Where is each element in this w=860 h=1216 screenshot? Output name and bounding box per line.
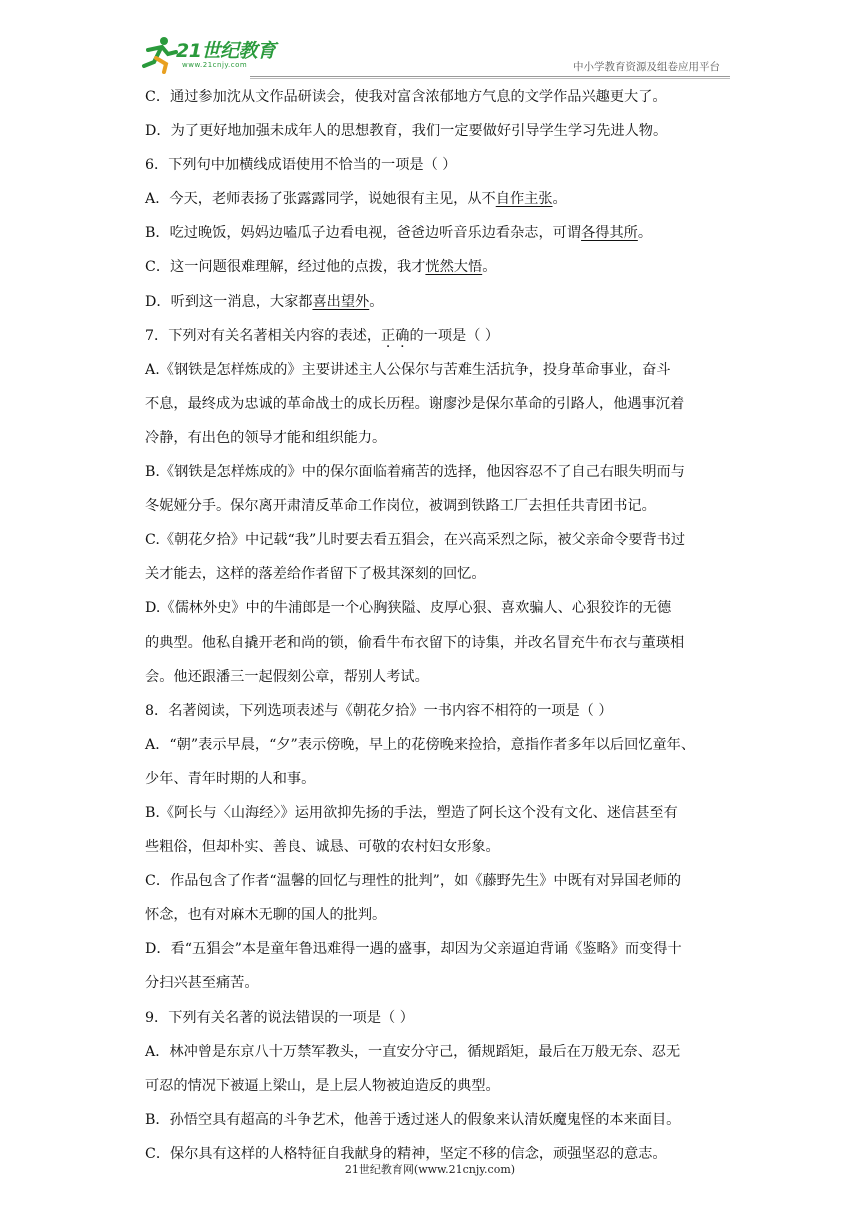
text-line: [145, 591, 717, 625]
line-text: D．看“五猖会”本是童年鲁迅难得一遇的盛事，却因为父亲逼迫背诵《鉴略》而变得十: [145, 941, 682, 958]
header-divider: [250, 78, 730, 79]
text-line: [145, 626, 717, 660]
text-line: [145, 387, 717, 421]
text-line: [145, 1035, 717, 1069]
runner-logo-icon: [140, 34, 180, 74]
line-text: 。: [369, 293, 384, 310]
line-text: 8．名著阅读，下列选项表述与《朝花夕拾》一书内容不相符的一项是（ ）: [145, 702, 613, 719]
line-text: D.《儒林外史》中的牛浦郎是一个心胸狭隘、皮厚心狠、喜欢骗人、心狠狡诈的无德: [145, 600, 672, 617]
text-line: [145, 353, 717, 387]
line-text: 。: [552, 191, 567, 208]
logo-url: www.21cnjy.com: [182, 61, 248, 69]
line-text: A．今天，老师表扬了张露露同学，说她很有主见，从不: [145, 191, 496, 208]
line-text: B．孙悟空具有超高的斗争艺术，他善于透过迷人的假象来认清妖魔鬼怪的本来面目。: [145, 1111, 681, 1128]
line-text: A.《钢铁是怎样炼成的》主要讲述主人公保尔与苦难生活抗争，投身革命事业，奋斗: [145, 361, 671, 378]
text-line: [145, 216, 717, 250]
text-line: [145, 762, 717, 796]
text-line: [145, 898, 717, 932]
line-text: D．听到这一消息，大家都: [145, 293, 313, 310]
header-divider: [250, 76, 730, 77]
text-line: [145, 421, 717, 455]
line-text: 冷静，有出色的领导才能和组织能力。: [145, 429, 387, 446]
text-line: [145, 489, 717, 523]
line-text: 。: [637, 225, 653, 242]
line-text: 些粗俗，但却朴实、善良、诚恳、可敬的农村妇女形象。: [145, 839, 500, 856]
line-text: 的一项是（ ）: [409, 327, 500, 344]
logo: [140, 34, 290, 76]
page-footer: 21世纪教育网(www.21cnjy.com): [344, 1163, 516, 1176]
text-line: [145, 694, 717, 728]
line-text: 。: [482, 259, 497, 276]
line-text: 可忍的情况下被逼上梁山，是上层人物被迫造反的典型。: [145, 1077, 500, 1094]
page-header: [130, 34, 730, 78]
underlined-idiom: 喜出望外: [312, 293, 370, 310]
line-text: 9．下列有关名著的说法错误的一项是（ ）: [145, 1009, 414, 1026]
text-line: [145, 1103, 717, 1137]
underlined-idiom: 自作主张: [495, 191, 553, 208]
line-text: 7．下列对有关名著相关内容的表述，: [145, 327, 382, 344]
line-text: C.《朝花夕拾》中记载“我”儿时要去看五猖会，在兴高采烈之际，被父亲命令要背书过: [145, 532, 686, 549]
text-line: [145, 250, 717, 284]
line-text: C．作品包含了作者“温馨的回忆与理性的批判”，如《藤野先生》中既有对异国老师的: [145, 873, 682, 890]
line-text: B．吃过晚饭，妈妈边嗑瓜子边看电视，爸爸边听音乐边看杂志，可谓: [145, 225, 582, 242]
line-text: C．通过参加沈从文作品研读会，使我对富含浓郁地方气息的文学作品兴趣更大了。: [145, 89, 667, 105]
text-line: [145, 932, 717, 966]
text-line: [145, 830, 717, 864]
line-text: C．保尔具有这样的人格特征自我献身的精神，坚定不移的信念，顽强坚忍的意志。: [145, 1145, 667, 1162]
text-line: [145, 319, 717, 353]
underlined-idiom: 恍然大悟: [425, 259, 483, 276]
text-line: [145, 523, 717, 557]
line-text: 不息，最终成为忠诚的革命战士的成长历程。谢廖沙是保尔革命的引路人，他遇事沉着: [145, 395, 685, 412]
line-text: 少年、青年时期的人和事。: [145, 770, 316, 787]
line-text: C．这一问题很难理解，经过他的点拨，我才: [145, 259, 426, 276]
logo-text: 21世纪教育: [176, 40, 276, 62]
line-text: 6．下列句中加横线成语使用不恰当的一项是（ ）: [145, 157, 457, 174]
text-line: [145, 80, 717, 114]
question-content: [145, 80, 717, 1171]
text-line: [145, 1001, 717, 1035]
text-line: [145, 557, 717, 591]
line-text: B.《钢铁是怎样炼成的》中的保尔面临着痛苦的选择，他因容忍不了自己右眼失明而与: [145, 464, 685, 481]
text-line: [145, 114, 717, 148]
line-text: B.《阿长与〈山海经〉》运用欲抑先扬的手法，塑造了阿长这个没有文化、迷信甚至有: [145, 804, 678, 821]
line-text: A．“朝”表示早晨，“夕”表示傍晚，早上的花傍晚来捡拾，意指作者多年以后回忆童年、: [145, 736, 696, 753]
underlined-idiom: 各得其所: [581, 225, 638, 242]
text-line: [145, 285, 717, 319]
emphasis-dotted-char: 确: [395, 327, 410, 344]
emphasis-dotted-char: 正: [381, 327, 396, 344]
text-line: [145, 660, 717, 694]
line-text: 怀念，也有对麻木无聊的国人的批判。: [145, 907, 387, 924]
text-line: [145, 728, 717, 762]
text-line: [145, 966, 717, 1000]
text-line: [145, 148, 717, 182]
line-text: 冬妮娅分手。保尔离开肃清反革命工作岗位，被调到铁路工厂去担任共青团书记。: [145, 498, 656, 515]
text-line: [145, 1069, 717, 1103]
text-line: [145, 455, 717, 489]
line-text: A．林冲曾是东京八十万禁军教头，一直安分守己，循规蹈矩，最后在万般无奈、忍无: [145, 1043, 681, 1060]
text-line: [145, 864, 717, 898]
text-line: [145, 182, 717, 216]
line-text: 会。他还跟潘三一起假刻公章，帮别人考试。: [145, 668, 429, 685]
text-line: [145, 796, 717, 830]
line-text: 关才能去，这样的落差给作者留下了极其深刻的回忆。: [145, 566, 486, 583]
line-text: 的典型。他私自撬开老和尚的锁，偷看牛布衣留下的诗集，并改名冒充牛布衣与董瑛相: [145, 634, 685, 651]
header-tagline: 中小学教育资源及组卷应用平台: [573, 61, 720, 73]
line-text: D．为了更好地加强未成年人的思想教育，我们一定要做好引导学生学习先进人物。: [145, 123, 668, 140]
line-text: 分扫兴甚至痛苦。: [145, 975, 259, 992]
